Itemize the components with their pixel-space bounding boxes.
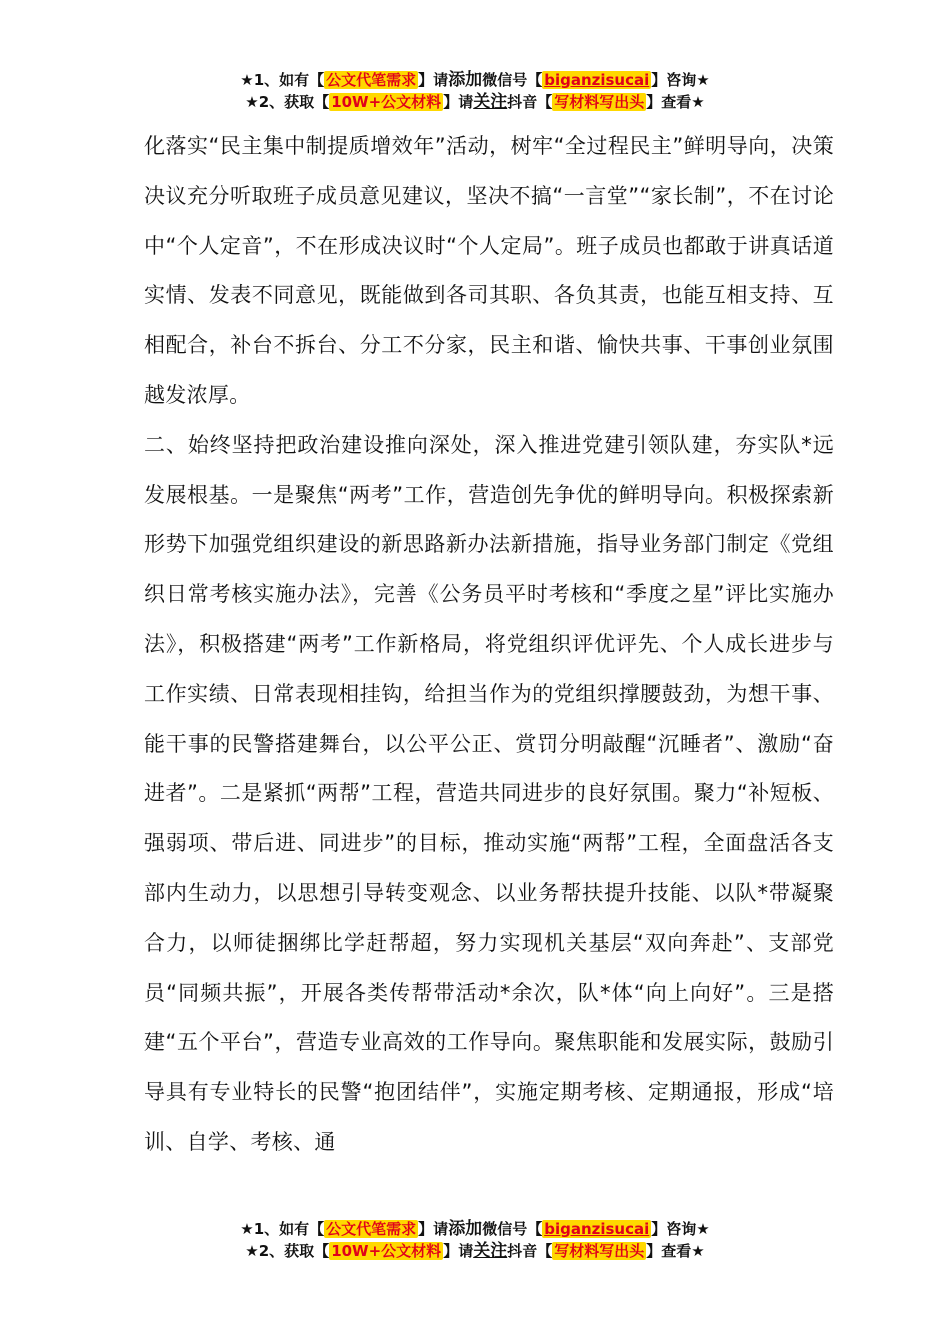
banner-line-1-emphasis: 添加 (448, 1219, 483, 1239)
banner-line-2-mid: 】请 (443, 93, 474, 111)
banner-line-2-emphasis: 关注 (473, 1241, 508, 1261)
banner-line-2-suffix: 】查看★ (646, 1242, 705, 1260)
banner-line-2-highlight-douyin: 写材料写出头 (554, 93, 645, 111)
banner-line-1-prefix: ★1、如有【 (240, 1220, 325, 1238)
banner-line-2-highlight-materials: 10W+公文材料 (331, 93, 442, 111)
banner-line-1-mid-2: 微信号【 (482, 1220, 543, 1238)
banner-line-2-highlight-materials: 10W+公文材料 (331, 1242, 442, 1260)
banner-line-1-highlight-wechat: biganzisucai (544, 71, 650, 89)
banner-line-2-bottom (0, 1241, 950, 1263)
banner-line-1-mid: 】请 (418, 1220, 449, 1238)
banner-line-2-suffix: 】查看★ (646, 93, 705, 111)
banner-line-1-highlight-service: 公文代笔需求 (326, 71, 417, 89)
bottom-banner (0, 1219, 950, 1263)
banner-line-2-prefix: ★2、获取【 (245, 1242, 330, 1260)
banner-line-1-bottom (0, 1219, 950, 1241)
banner-line-1-mid-2: 微信号【 (482, 71, 543, 89)
top-banner (0, 70, 950, 114)
banner-line-1-mid: 】请 (418, 71, 449, 89)
banner-line-1-prefix: ★1、如有【 (240, 71, 325, 89)
banner-line-2-mid-2: 抖音【 (507, 1242, 553, 1260)
paragraph-2: 二、始终坚持把政治建设推向深处，深入推进党建引领队建，夯实队*远发展根基。一是聚焦“两考”工作，营造创先争优的鲜明导向。积极探索新形势下加强党组织建设的新思路新办法新措施，指导业务部门制定《党组织日常考核实施办法》，完善《公务员平时考核和“季度之星”评比实施办法》，积极搭建“两考”工作新格局，将党组织评优评先、个人成长进步与工作实绩、日常表现相挂钩，给担当作为的党组织撑腰鼓劲，为想干事、能干事的民警搭建舞台，以公平公正、赏罚分明敲醒“沉睡者”、激励“奋进者”。二是紧抓“两帮”工程，营造共同进步的良好氛围。聚力“补短板、强弱项、带后进、同进步”的目标，推动实施“两帮”工程，全面盘活各支部内生动力，以思想引导转变观念、以业务帮扶提升技能、以队*带凝聚合力，以师徒捆绑比学赶帮超，努力实现机关基层“双向奔赴”、支部党员“同频共振”，开展各类传帮带活动*余次，队*体“向上向好”。三是搭建“五个平台”，营造专业高效的工作导向。聚焦职能和发展实际，鼓励引导具有专业特长的民警“抱团结伴”，实施定期考核、定期通报，形成“培训、自学、考核、通 (144, 432, 834, 1154)
banner-line-1-suffix: 】咨询★ (651, 1220, 710, 1238)
banner-line-1-highlight-wechat: biganzisucai (544, 1220, 650, 1238)
banner-line-2-emphasis: 关注 (473, 92, 508, 112)
banner-line-2-mid-2: 抖音【 (507, 93, 553, 111)
banner-line-1-highlight-service: 公文代笔需求 (326, 1220, 417, 1238)
banner-line-1-emphasis: 添加 (448, 70, 483, 90)
banner-line-2-highlight-douyin: 写材料写出头 (554, 1242, 645, 1260)
banner-line-2-prefix: ★2、获取【 (245, 93, 330, 111)
paragraph-1: 化落实“民主集中制提质增效年”活动，树牢“全过程民主”鲜明导向，决策决议充分听取班子成员意见建议，坚决不搞“一言堂”“家长制”，不在讨论中“个人定音”，不在形成决议时“个人定局”。班子成员也都敢于讲真话道实情、发表不同意见，既能做到各司其职、各负其责，也能互相支持、互相配合，补台不拆台、分工不分家，民主和谐、愉快共事、干事创业氛围越发浓厚。 (144, 134, 834, 407)
banner-line-1 (0, 70, 950, 92)
document-body (144, 122, 834, 1168)
banner-line-1-suffix: 】咨询★ (651, 71, 710, 89)
banner-line-2 (0, 92, 950, 114)
banner-line-2-mid: 】请 (443, 1242, 474, 1260)
